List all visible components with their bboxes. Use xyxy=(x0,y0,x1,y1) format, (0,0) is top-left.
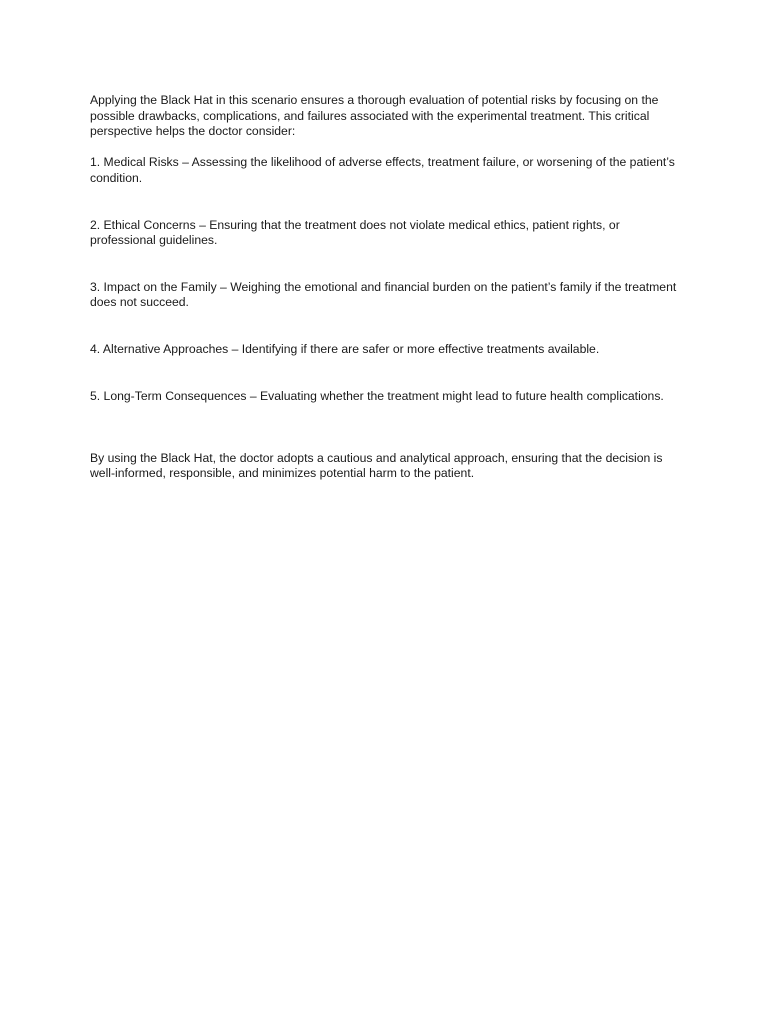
list-item-impact-on-family: 3. Impact on the Family – Weighing the emotional and financial burden on the patient’s family if the treatment does not succeed. xyxy=(90,279,677,310)
intro-paragraph: Applying the Black Hat in this scenario ensures a thorough evaluation of potential risks by focusing on the possible drawbacks, complications, and failures associated with the experimental treatment. This critical perspective helps the doctor consider: xyxy=(90,93,659,139)
list-item-ethical-concerns: 2. Ethical Concerns – Ensuring that the treatment does not violate medical ethics, patient rights, or professional guidelines. xyxy=(90,217,620,248)
document-body xyxy=(90,93,680,482)
list-item-medical-risks: 1. Medical Risks – Assessing the likelihood of adverse effects, treatment failure, or worsening of the patient’s condition. xyxy=(90,155,675,185)
conclusion-paragraph: By using the Black Hat, the doctor adopts a cautious and analytical approach, ensuring that the decision is well-informed, responsible, and minimizes potential harm to the patient. xyxy=(90,450,663,481)
list-item-alternative-approaches: 4. Alternative Approaches – Identifying if there are safer or more effective treatments available. xyxy=(90,341,600,356)
list-item-long-term-consequences: 5. Long-Term Consequences – Evaluating whether the treatment might lead to future health complications. xyxy=(90,388,664,403)
